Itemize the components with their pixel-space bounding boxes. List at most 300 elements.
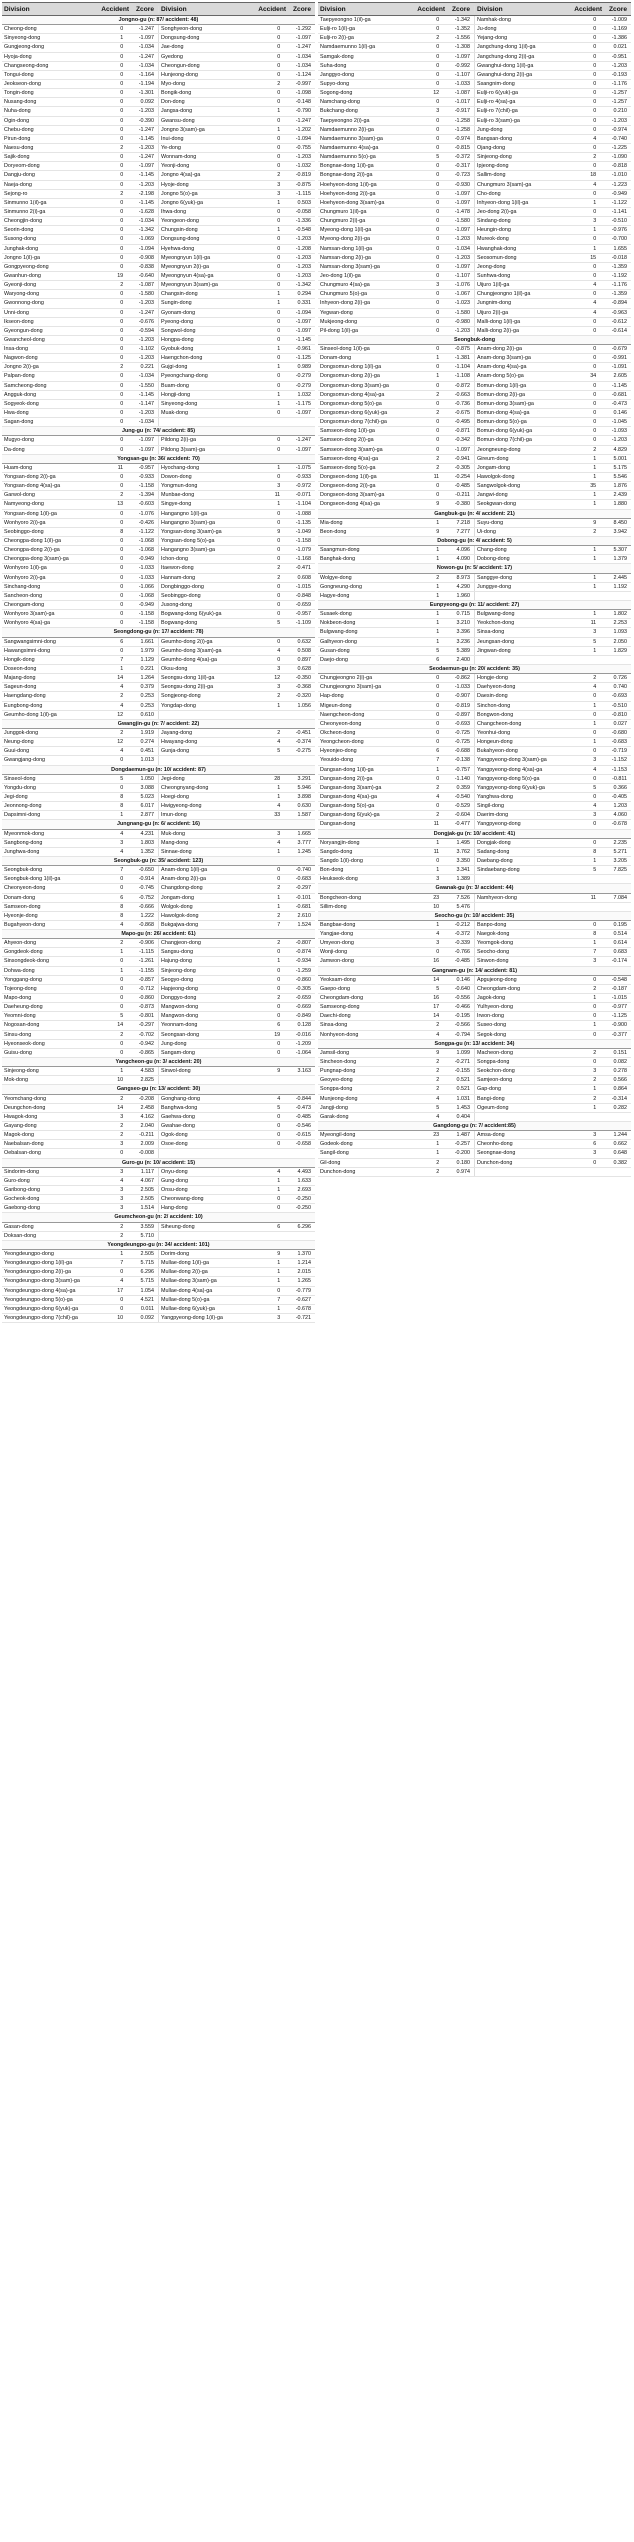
accident-cell: 3: [120, 1141, 124, 1148]
division-cell: Naegok-dong: [474, 930, 574, 938]
table-row: [2, 89, 315, 98]
table-row: [2, 638, 315, 647]
division-cell: Jeo-dong 2(i)-ga: [474, 208, 574, 216]
zscore-cell: -1.580: [454, 309, 470, 316]
table-row: [2, 674, 315, 683]
zscore-cell: 0.221: [140, 665, 154, 672]
zscore-cell: -1.088: [295, 510, 311, 517]
zscore-cell: -1.194: [138, 80, 154, 87]
zscore-cell: -1.580: [454, 218, 470, 225]
zscore-cell: -0.736: [454, 400, 470, 407]
division-cell: Gyonam-dong: [158, 309, 258, 317]
zscore-cell: -0.681: [295, 903, 311, 910]
zscore-cell: 1.352: [140, 848, 154, 855]
table-row: [318, 747, 631, 756]
zscore-cell: -1.203: [454, 236, 470, 243]
table-row: [2, 692, 315, 701]
table-row: [2, 34, 315, 43]
division-cell: Myeongnyun 1(il)-ga: [158, 254, 258, 262]
division-cell: Guisu-dong: [4, 1049, 32, 1056]
division-cell: Hawangsimni-dong: [4, 647, 51, 654]
table-row: [318, 34, 631, 43]
division-cell: Seongbuk-dong 1(il)-ga: [4, 876, 61, 883]
zscore-cell: -0.297: [138, 1022, 154, 1029]
district-header: Dongjak-gu (n: 10/ accident: 41): [318, 830, 631, 839]
division-cell: Samjeon-dong: [474, 1076, 574, 1084]
zscore-cell: 2.040: [140, 1123, 154, 1130]
accident-cell: 23: [433, 1132, 440, 1139]
accident-cell: 18: [590, 172, 597, 179]
table-row: [318, 117, 631, 126]
division-cell: Seongnae-dong: [474, 1149, 574, 1157]
zscore-cell: -0.540: [454, 793, 470, 800]
division-cell: Nuha-dong: [4, 108, 31, 115]
accident-cell: [574, 656, 599, 664]
district-header: Seocho-gu (n: 10/ accident: 35): [318, 912, 631, 921]
zscore-cell: 0.864: [613, 1086, 627, 1093]
division-cell: Seocho-dong: [474, 948, 574, 956]
division-cell: Yangpyeong-dong 1(il)-ga: [158, 1314, 258, 1322]
accident-cell: 1: [593, 857, 597, 864]
division-cell: Jangwi-dong: [474, 491, 574, 499]
accident-cell: 1: [593, 474, 597, 481]
zscore-cell: -0.848: [295, 592, 311, 599]
zscore-cell: 0.715: [456, 611, 470, 618]
accident-cell: 0: [277, 510, 281, 517]
accident-cell: 0: [120, 218, 124, 225]
accident-cell: 14: [117, 1104, 124, 1111]
zscore-cell: -1.045: [611, 419, 627, 426]
accident-cell: 1: [593, 492, 597, 499]
table-row: [2, 391, 315, 400]
division-cell: Hoehyeon-dong 1(il)-ga: [320, 181, 377, 188]
table-row: [318, 89, 631, 98]
zscore-cell: 0.366: [613, 784, 627, 791]
table-row: [318, 71, 631, 80]
accident-cell: 11: [433, 821, 440, 828]
accident-cell: 1: [436, 629, 440, 636]
division-cell: Sinsa-dong: [474, 628, 574, 636]
zscore-cell: 4.829: [613, 446, 627, 453]
zscore-cell: -1.158: [138, 611, 154, 618]
accident-cell: 1: [277, 400, 281, 407]
zscore-cell: -1.203: [295, 236, 311, 243]
table-row: [2, 528, 315, 537]
division-cell: Dongseon-dong 3(sam)-ga: [320, 492, 385, 499]
accident-cell: 1: [593, 245, 597, 252]
accident-cell: 1: [593, 455, 597, 462]
division-cell: Daesin-dong: [474, 692, 574, 700]
division-cell: Cho-dong: [474, 190, 574, 198]
accident-cell: 0: [593, 71, 597, 78]
accident-cell: 3: [593, 629, 597, 636]
table-row: [2, 418, 315, 427]
accident-cell: 9: [277, 1250, 281, 1257]
zscore-cell: -1.068: [138, 592, 154, 599]
zscore-cell: -0.681: [611, 391, 627, 398]
accident-cell: 1: [436, 547, 440, 554]
zscore-cell: -1.122: [611, 199, 627, 206]
zscore-cell: 1.192: [613, 583, 627, 590]
zscore-cell: -1.203: [454, 327, 470, 334]
zscore-cell: -0.819: [295, 172, 311, 179]
division-cell: Jangji-dong: [320, 1104, 348, 1111]
zscore-cell: -0.594: [138, 327, 154, 334]
accident-cell: 0: [277, 163, 281, 170]
accident-cell: 2: [436, 812, 440, 819]
zscore-cell: -1.094: [295, 135, 311, 142]
accident-cell: 0: [120, 309, 124, 316]
division-cell: Sindorim-dong: [4, 1168, 40, 1175]
division-cell: Sinseol-dong: [4, 775, 36, 782]
table-row: [318, 318, 631, 327]
division-cell: Myeong-dong 2(i)-ga: [320, 236, 371, 243]
accident-cell: 0: [436, 400, 440, 407]
accident-cell: 3: [277, 483, 281, 490]
division-cell: Bongnae-dong 2(i)-ga: [320, 172, 373, 179]
accident-cell: 1: [436, 592, 440, 599]
zscore-cell: 4.090: [456, 556, 470, 563]
accident-cell: 3: [120, 1196, 124, 1203]
table-row: [318, 1003, 631, 1012]
table-row: [318, 738, 631, 747]
table-row: [318, 80, 631, 89]
zscore-cell: 3.396: [456, 629, 470, 636]
division-cell: Songwol-dong: [158, 327, 258, 335]
zscore-cell: -1.097: [138, 163, 154, 170]
division-cell: Hapjeong-dong: [158, 985, 258, 993]
table-row: [318, 766, 631, 775]
accident-cell: 0: [436, 364, 440, 371]
accident-cell: 0: [436, 181, 440, 188]
table-row: [318, 894, 631, 903]
table-row: [2, 1049, 315, 1058]
accident-cell: 8: [120, 803, 124, 810]
division-cell: Myeongil-dong: [320, 1132, 356, 1139]
zscore-cell: -0.669: [295, 1004, 311, 1011]
table-row: [318, 857, 631, 866]
zscore-cell: -0.860: [295, 976, 311, 983]
table-row: [2, 1003, 315, 1012]
table-row: [318, 162, 631, 171]
accident-cell: 0: [593, 272, 597, 279]
zscore-cell: -1.033: [454, 80, 470, 87]
table-row: [318, 793, 631, 802]
zscore-cell: -0.485: [454, 958, 470, 965]
division-cell: Pirun-dong: [4, 135, 31, 142]
division-cell: Palpan-dong: [4, 373, 35, 380]
zscore-cell: -1.203: [295, 263, 311, 270]
accident-cell: 0: [593, 1031, 597, 1038]
accident-cell: 0: [277, 437, 281, 444]
zscore-cell: -1.097: [295, 35, 311, 42]
accident-cell: 0: [120, 510, 124, 517]
division-cell: [474, 903, 574, 911]
zscore-cell: [599, 1168, 631, 1176]
zscore-cell: -0.374: [295, 739, 311, 746]
zscore-cell: -1.247: [295, 437, 311, 444]
division-cell: Namdaemunno 1(il)-ga: [320, 44, 376, 51]
zscore-cell: -1.247: [138, 126, 154, 133]
accident-cell: 0: [593, 410, 597, 417]
accident-cell: 9: [436, 528, 440, 535]
division-cell: Sinjeong-dong: [158, 967, 258, 975]
accident-cell: 0: [436, 346, 440, 353]
table-row: [318, 171, 631, 180]
zscore-cell: 5.476: [456, 903, 470, 910]
division-cell: Cheongpa-dong 2(i)-ga: [4, 547, 60, 554]
division-cell: Sinchon-dong: [474, 702, 574, 710]
division-cell: Cheongpa-dong 1(il)-ga: [4, 538, 61, 545]
zscore-cell: -0.810: [611, 711, 627, 718]
table-row: [2, 181, 315, 190]
accident-cell: 0: [277, 1132, 281, 1139]
division-cell: Dongbinggo-dong: [158, 583, 258, 591]
table-row: [2, 756, 315, 765]
zscore-cell: -1.223: [611, 181, 627, 188]
accident-cell: 4: [120, 684, 124, 691]
zscore-cell: -1.034: [295, 53, 311, 60]
zscore-cell: -1.203: [611, 437, 627, 444]
zscore-cell: -0.752: [138, 894, 154, 901]
zscore-cell: -0.725: [454, 729, 470, 736]
accident-cell: 1: [593, 574, 597, 581]
table-row: [318, 656, 631, 665]
table-row: [318, 290, 631, 299]
division-cell: Sinwol-dong: [158, 1067, 258, 1075]
zscore-cell: -1.359: [611, 291, 627, 298]
table-row: [318, 976, 631, 985]
zscore-cell: -0.678: [611, 821, 627, 828]
table-row: [2, 1296, 315, 1305]
division-cell: Sinsa-dong: [320, 1022, 348, 1029]
division-cell: Cheongdam-dong: [320, 995, 364, 1002]
division-cell: Mangwon-dong: [158, 1003, 258, 1011]
table-row: [318, 674, 631, 683]
division-cell: Dongseon-dong 2(i)-ga: [320, 483, 376, 490]
table-row: [318, 309, 631, 318]
division-cell: Gung-dong: [158, 1177, 258, 1185]
accident-cell: 0: [120, 90, 124, 97]
accident-cell: 1: [436, 638, 440, 645]
accident-cell: 0: [436, 702, 440, 709]
division-cell: Namsan-dong 2(i)-ga: [320, 254, 371, 261]
zscore-cell: -1.208: [295, 245, 311, 252]
table-row: [318, 372, 631, 381]
zscore-cell: -1.192: [611, 272, 627, 279]
accident-cell: 0: [436, 949, 440, 956]
accident-cell: 0: [436, 327, 440, 334]
accident-cell: 1: [120, 967, 124, 974]
accident-cell: 0: [277, 538, 281, 545]
table-row: [318, 939, 631, 948]
accident-cell: 0: [593, 693, 597, 700]
division-cell: Mugyo-dong: [4, 437, 34, 444]
zscore-cell: -0.906: [138, 940, 154, 947]
division-cell: Yonggang-dong: [4, 976, 42, 983]
zscore-cell: 5.175: [613, 464, 627, 471]
zscore-cell: -0.155: [454, 1068, 470, 1075]
accident-cell: 2: [436, 1077, 440, 1084]
accident-cell: 0: [436, 99, 440, 106]
zscore-cell: -1.087: [454, 90, 470, 97]
zscore-cell: -0.693: [611, 693, 627, 700]
zscore-cell: -0.566: [454, 1022, 470, 1029]
division-cell: Namdaemunno 2(i)-ga: [320, 126, 374, 133]
header-division: Division: [158, 6, 258, 13]
zscore-cell: 4.060: [613, 812, 627, 819]
division-cell: Hangangno 3(sam)-ga: [158, 519, 258, 527]
division-cell: Ogok-dong: [158, 1131, 258, 1139]
zscore-cell: 4.096: [456, 547, 470, 554]
table-row: [318, 820, 631, 829]
zscore-cell: 1.056: [297, 702, 311, 709]
zscore-cell: 1.203: [613, 803, 627, 810]
accident-cell: [258, 711, 283, 719]
accident-cell: 1: [593, 702, 597, 709]
accident-cell: 0: [593, 382, 597, 389]
zscore-cell: 4.067: [140, 1177, 154, 1184]
zscore-cell: -0.794: [454, 1031, 470, 1038]
accident-cell: 0: [436, 80, 440, 87]
accident-cell: 4: [593, 309, 597, 316]
zscore-cell: -1.097: [454, 446, 470, 453]
zscore-cell: 3.777: [297, 839, 311, 846]
zscore-cell: 0.382: [613, 1159, 627, 1166]
division-cell: Seobinggo-dong: [158, 592, 258, 600]
accident-cell: 1: [436, 556, 440, 563]
zscore-cell: -0.148: [295, 99, 311, 106]
division-cell: Myeongnyun 4(sa)-ga: [158, 272, 258, 280]
accident-cell: 4: [436, 1095, 440, 1102]
accident-cell: [258, 1232, 283, 1240]
zscore-cell: -1.342: [138, 227, 154, 234]
zscore-cell: -0.485: [295, 1113, 311, 1120]
division-cell: Dongsomun-dong 1(il)-ga: [320, 364, 382, 371]
accident-cell: 0: [593, 99, 597, 106]
zscore-cell: 2.505: [140, 1250, 154, 1257]
zscore-cell: -0.250: [295, 1205, 311, 1212]
table-row: [2, 510, 315, 519]
zscore-cell: 2.825: [140, 1077, 154, 1084]
accident-cell: 0: [120, 583, 124, 590]
table-row: [2, 1012, 315, 1021]
zscore-cell: -1.247: [138, 309, 154, 316]
zscore-cell: 0.514: [613, 931, 627, 938]
zscore-cell: -1.034: [138, 218, 154, 225]
zscore-cell: -1.359: [611, 263, 627, 270]
table-row: [2, 290, 315, 299]
table-row: [2, 345, 315, 354]
division-cell: Bomun-dong 6(yuk)-ga: [474, 427, 574, 435]
division-cell: Seongsan-dong: [158, 1031, 258, 1039]
zscore-cell: -1.104: [454, 364, 470, 371]
accident-cell: 1: [436, 355, 440, 362]
accident-cell: 0: [593, 62, 597, 69]
table-row: [2, 884, 315, 893]
division-cell: Cheongpa-dong 3(sam)-ga: [4, 556, 69, 563]
division-cell: Sangil-dong: [320, 1150, 349, 1157]
zscore-cell: -0.991: [611, 355, 627, 362]
division-cell: Waryong-dong: [4, 291, 40, 298]
division-cell: Jongam-dong: [474, 464, 574, 472]
table-row: [318, 519, 631, 528]
zscore-cell: -1.550: [138, 382, 154, 389]
accident-cell: 0: [436, 172, 440, 179]
division-cell: Segok-dong: [474, 1031, 574, 1039]
zscore-cell: -0.675: [454, 410, 470, 417]
division-cell: Yongsan-dong 4(sa)-ga: [4, 483, 61, 490]
accident-cell: 6: [120, 638, 124, 645]
zscore-cell: -1.308: [454, 44, 470, 51]
division-cell: Sagan-dong: [4, 419, 34, 426]
accident-cell: 2: [120, 1031, 124, 1038]
zscore-cell: 0.989: [297, 364, 311, 371]
table-row: [2, 592, 315, 601]
division-cell: Garibong-dong: [4, 1187, 40, 1193]
division-cell: Onyu-dong: [158, 1168, 258, 1176]
table-row: [2, 811, 315, 820]
header-zscore: Zcore: [136, 5, 154, 13]
zscore-cell: -1.164: [138, 71, 154, 78]
table-row: [318, 226, 631, 235]
accident-cell: 0: [277, 583, 281, 590]
accident-cell: 1: [593, 501, 597, 508]
zscore-cell: -1.203: [138, 181, 154, 188]
zscore-cell: -0.485: [454, 483, 470, 490]
accident-cell: 0: [120, 355, 124, 362]
division-cell: Samseon-dong 5(o)-ga: [320, 464, 376, 471]
accident-cell: 0: [436, 117, 440, 124]
division-cell: Bangi-dong: [474, 1095, 574, 1103]
table-row: [318, 1067, 631, 1076]
table-row: [318, 574, 631, 583]
division-cell: Sanggye-dong: [474, 574, 574, 582]
zscore-cell: -1.104: [295, 501, 311, 508]
accident-cell: [258, 1076, 283, 1084]
accident-cell: 2: [120, 1223, 124, 1230]
zscore-cell: 2.400: [456, 656, 470, 663]
accident-cell: 4: [120, 921, 124, 928]
accident-cell: 0: [277, 1004, 281, 1011]
division-cell: Seobinggo-dong: [4, 528, 44, 535]
accident-cell: 0: [593, 190, 597, 197]
zscore-cell: -1.097: [295, 327, 311, 334]
accident-cell: 0: [120, 99, 124, 106]
table-row: [2, 802, 315, 811]
zscore-cell: 4.521: [140, 1296, 154, 1303]
zscore-cell: -0.838: [138, 263, 154, 270]
zscore-cell: 2.693: [297, 1187, 311, 1193]
division-cell: Changcheon-dong: [474, 720, 574, 728]
accident-cell: 1: [277, 793, 281, 800]
table-row: [2, 564, 315, 573]
division-cell: Sinsongdeok-dong: [4, 958, 49, 965]
division-cell: Yanghwa-dong: [474, 793, 574, 801]
table-row: [2, 894, 315, 903]
division-cell: [158, 756, 258, 764]
division-cell: Macheon-dong: [474, 1049, 574, 1057]
zscore-cell: -1.145: [138, 199, 154, 206]
zscore-cell: -1.107: [454, 71, 470, 78]
accident-cell: 0: [120, 245, 124, 252]
accident-cell: 0: [120, 410, 124, 417]
table-row: [318, 208, 631, 217]
division-cell: Sancheon-dong: [4, 592, 43, 599]
table-row: [318, 126, 631, 135]
accident-cell: 3: [120, 1113, 124, 1120]
zscore-cell: -0.350: [295, 675, 311, 682]
